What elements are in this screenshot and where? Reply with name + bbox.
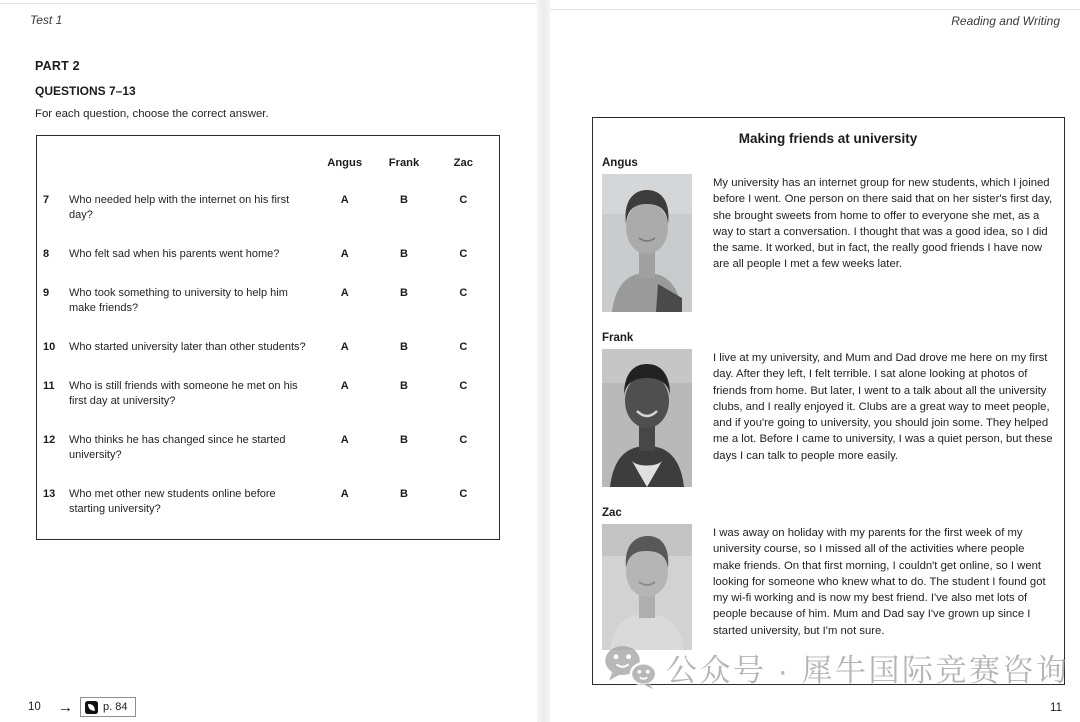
person-name: Frank bbox=[602, 332, 634, 344]
person-name: Angus bbox=[602, 157, 638, 169]
option-a: A bbox=[340, 248, 349, 260]
question-number: 7 bbox=[43, 194, 50, 206]
person-section-angus bbox=[602, 157, 1054, 312]
person-text: I was away on holiday with my parents for the first week of my university course, so I missed all of the activities where people make friends. On that first morning, I couldn't get online, so I went looking for someone who knew what to do. The student I found got my wi-fi working and is now my best friend. I've also met lots of people because of him. Mum and Dad say I've grown up since I started university, but I'm not sure. bbox=[713, 527, 1046, 637]
option-b: B bbox=[400, 380, 408, 392]
option-c: C bbox=[459, 434, 468, 446]
option-b: B bbox=[400, 287, 408, 299]
book-gutter bbox=[537, 0, 550, 722]
table-row-q13 bbox=[43, 487, 493, 517]
question-number: 12 bbox=[43, 434, 56, 446]
zac-photo bbox=[602, 524, 692, 650]
page-number: 10 bbox=[28, 701, 41, 713]
question-text: Who thinks he has changed since he started university? bbox=[69, 434, 286, 461]
option-c: C bbox=[459, 380, 468, 392]
instruction-text: For each question, choose the correct answer. bbox=[35, 108, 269, 120]
answer-key-icon bbox=[85, 701, 98, 714]
table-row-q11 bbox=[43, 379, 493, 409]
angus-photo bbox=[602, 174, 692, 312]
person-text: My university has an internet group for new students, which I joined before I went. One person on there said that on her sister's first day, she brought sweets from home to offer to everyone she met, as a way to start a conversation. I thought that was a good idea, so I did the same. It worked, but in fact, the really good friends I have now are all people I met a few weeks later. bbox=[713, 177, 1053, 271]
question-number: 8 bbox=[43, 248, 50, 260]
answer-key-page-ref: p. 84 bbox=[103, 701, 128, 713]
option-b: B bbox=[400, 248, 408, 260]
answer-key-reference bbox=[80, 697, 136, 717]
reading-text-box bbox=[592, 117, 1065, 685]
column-header-angus: Angus bbox=[327, 157, 363, 169]
left-page bbox=[0, 0, 537, 722]
question-text: Who started university later than other students? bbox=[69, 341, 306, 353]
table-row-q12 bbox=[43, 433, 493, 463]
page-top-rule bbox=[0, 3, 537, 4]
running-head-section: Reading and Writing bbox=[951, 14, 1060, 28]
right-page bbox=[550, 0, 1080, 722]
question-text: Who took something to university to help him make friends? bbox=[69, 287, 288, 314]
option-b: B bbox=[400, 341, 408, 353]
option-c: C bbox=[459, 341, 468, 353]
question-number: 13 bbox=[43, 488, 56, 500]
option-a: A bbox=[340, 287, 349, 299]
table-row-q10 bbox=[43, 340, 493, 355]
question-text: Who felt sad when his parents went home? bbox=[69, 248, 280, 260]
question-table bbox=[36, 135, 500, 540]
column-header-frank: Frank bbox=[388, 157, 420, 169]
left-page-footer bbox=[28, 697, 136, 717]
question-text: Who met other new students online before starting university? bbox=[69, 488, 276, 515]
option-a: A bbox=[340, 488, 349, 500]
option-a: A bbox=[340, 434, 349, 446]
question-text: Who is still friends with someone he met on his first day at university? bbox=[69, 380, 298, 407]
option-b: B bbox=[400, 434, 408, 446]
part-label: PART 2 bbox=[35, 59, 80, 73]
question-number: 11 bbox=[43, 380, 55, 392]
option-b: B bbox=[400, 194, 408, 206]
option-c: C bbox=[459, 488, 468, 500]
reading-title: Making friends at university bbox=[738, 131, 918, 146]
arrow-icon: → bbox=[58, 698, 73, 716]
option-a: A bbox=[340, 380, 349, 392]
table-row-q9 bbox=[43, 286, 493, 316]
option-c: C bbox=[459, 248, 468, 260]
table-header-row bbox=[43, 156, 493, 171]
question-number: 10 bbox=[43, 341, 56, 353]
person-text: I live at my university, and Mum and Dad drove me here on my first day. After they left, I felt terrible. I sat alone looking at photos of friends from home. But later, I went to a talk about all the university clubs, and I really enjoyed it. Clubs are a great way to meet people, and if you're going to university, you should join some. They helped me a lot. Before I came to university, I was a quiet person, but these days I can talk to people more easily. bbox=[713, 352, 1053, 462]
person-section-zac bbox=[602, 507, 1054, 650]
person-section-frank bbox=[602, 332, 1054, 487]
questions-range-label: QUESTIONS 7–13 bbox=[35, 84, 136, 98]
table-row-q7 bbox=[43, 193, 493, 223]
option-c: C bbox=[459, 287, 468, 299]
option-a: A bbox=[340, 194, 349, 206]
frank-photo bbox=[602, 349, 692, 487]
option-c: C bbox=[459, 194, 468, 206]
question-number: 9 bbox=[43, 287, 50, 299]
person-name: Zac bbox=[602, 507, 622, 519]
running-head-test: Test 1 bbox=[30, 13, 63, 27]
page-number: 11 bbox=[1050, 702, 1062, 714]
table-row-q8 bbox=[43, 247, 493, 262]
page-top-rule bbox=[550, 9, 1080, 10]
column-header-zac: Zac bbox=[453, 157, 473, 169]
option-a: A bbox=[340, 341, 349, 353]
option-b: B bbox=[400, 488, 408, 500]
question-text: Who needed help with the internet on his first day? bbox=[69, 194, 290, 221]
watermark-text: 公众号 · 犀牛国际竞赛咨询 bbox=[666, 653, 1070, 688]
